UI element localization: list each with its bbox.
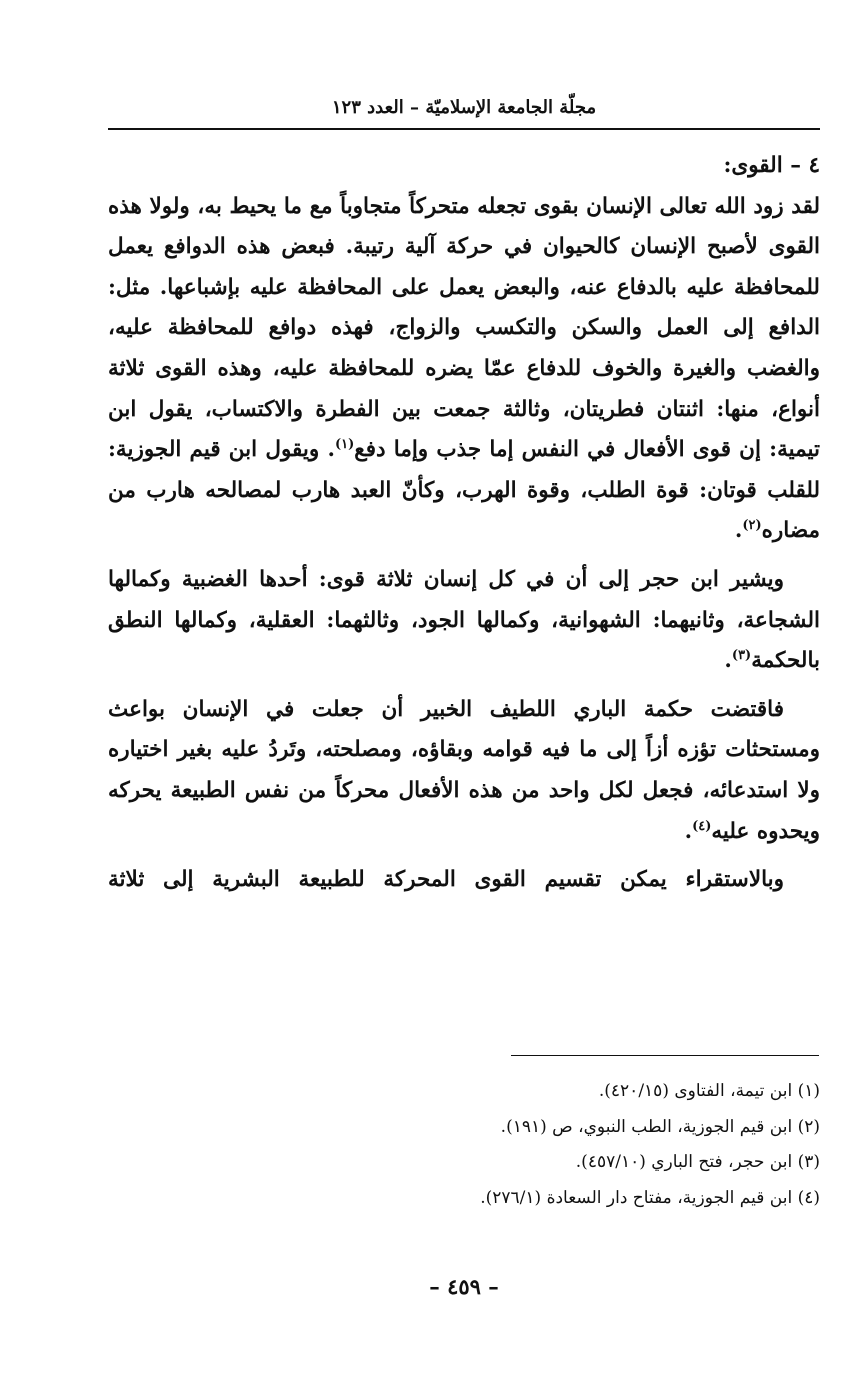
footnote-ref-1: (١) [334,437,355,452]
paragraph-1-text: لقد زود الله تعالى الإنسان بقوى تجعله متحركاً متجاوباً مع ما يحيط به، ولولا هذه القوى لأصبح الإنسان كالحيوان في حركة آلية رتيبة. فبعض هذه الدوافع يعمل للمحافظة عليه بالدفاع عنه، والبعض يعمل على المحافظة عليه بإشباعها. مثل: الدافع إلى العمل والسكن والتكسب والزواج، فهذه دوافع للمحافظة عليه، والغضب والغيرة والخوف للدفاع عمّا يضره للمحافظة عليه، وهذه القوى ثلاثة أنواع، منها: اثنتان فطريتان، وثالثة جمعت بين الفطرة والاكتساب، يقول ابن تيمية: إن قوى الأفعال في النفس إما جذب وإما دفع [108,193,820,463]
paragraph-2 [108,560,820,682]
footnote-3: (٣) ابن حجر، فتح الباري (٤٥٧/١٠). [575,1152,820,1172]
paragraph-1-tail: . [734,518,743,544]
footnotes [108,1074,820,1216]
header-rule [108,128,820,130]
paragraph-2-text: ويشير ابن حجر إلى أن في كل إنسان ثلاثة قوى: أحدها الغضبية وكمالها الشجاعة، وثانيهما: الشهوانية، وكمالها الجود، وثالثهما: العقلية، وكمالها النطق بالحكمة [108,566,820,674]
section-heading: ٤ – القوى: [723,153,820,178]
paragraph-4-text: وبالاستقراء يمكن تقسيم القوى المحركة للطبيعة البشرية إلى ثلاثة [108,867,784,893]
footnote-ref-2: (٢) [742,518,762,534]
footnote-ref-3: (٣) [731,647,752,663]
page-number: – ٤٥٩ – [429,1274,499,1299]
footnote-separator [511,1055,819,1056]
footnote-2: (٢) ابن قيم الجوزية، الطب النبوي، ص (١٩١). [500,1116,820,1137]
footnote-ref-4: (٤) [692,818,712,834]
paragraph-3-text: فاقتضت حكمة الباري اللطيف الخبير أن جعلت في الإنسان بواعث ومستحثات تؤزه أزاً إلى ما فيه قوامه وبقاؤه، ومصلحته، وتَردُ عليه بغير اختياره ولا استدعائه، فجعل لكل واحد من هذه الأفعال محركاً من نفس الطبيعة يحركه ويحدوه عليه [108,696,820,844]
paragraph-4 [108,860,820,901]
paragraph-1 [108,187,820,552]
paragraph-3 [108,690,820,852]
footnote-1: (١) ابن تيمة، الفتاوى (٤٢٠/١٥). [598,1081,820,1101]
body-text [108,146,820,909]
footnote-4: (٤) ابن قيم الجوزية، مفتاح دار السعادة (٢٧٦/١). [480,1187,820,1208]
paragraph-2-tail: . [724,648,732,674]
running-header: مجلّة الجامعة الإسلاميّة – العدد ١٢٣ [331,97,597,118]
paragraph-3-tail: . [684,818,693,844]
paragraph-1-text-continued: . ويقول ابن قيم الجوزية: للقلب قوتان: قوة الطلب، وقوة الهرب، وكأنّ العبد هارب لمصالحه هارب من مضاره [108,437,820,544]
